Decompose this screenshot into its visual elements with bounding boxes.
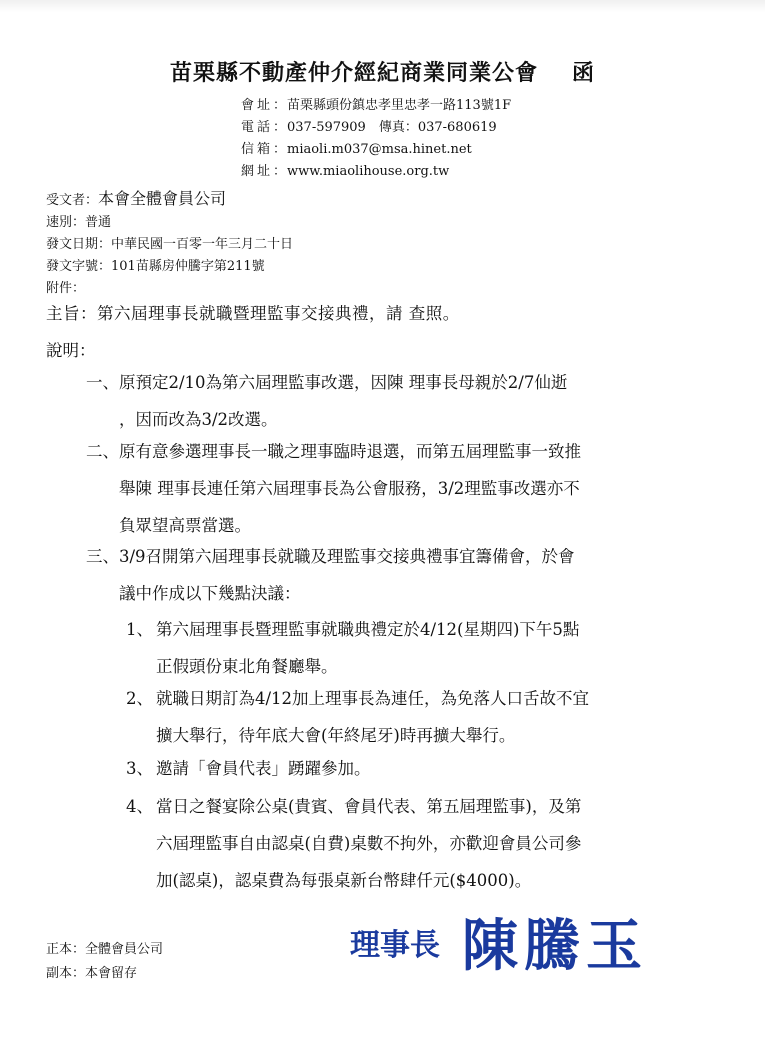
subitem-number: 4、 — [126, 797, 153, 816]
issue-date: 發文日期：中華民國一百零一年三月二十日 — [46, 237, 294, 252]
item-number: 二、 — [86, 442, 119, 461]
subitem-number: 1、 — [126, 620, 153, 639]
speed: 速別：普通 — [46, 215, 112, 230]
signature-title: 理事長 — [350, 928, 440, 963]
subitem-line: 當日之餐宴除公桌(貴賓、會員代表、第五屆理監事)，及第 — [156, 797, 582, 816]
item-line: 原有意參選理事長一職之理事臨時退選，而第五屆理監事一致推 — [119, 442, 581, 461]
contact-website: 網址：www.miaolihouse.org.tw — [241, 164, 450, 179]
subitem-line: 擴大舉行，待年底大會(年終尾牙)時再擴大舉行。 — [156, 726, 516, 745]
signature-name: 陳騰玉 — [462, 913, 648, 979]
scan-edge — [0, 0, 765, 12]
contact-address: 會址：苗栗縣頭份鎮忠孝里忠孝一路113號1F — [241, 98, 512, 113]
letterhead-title — [0, 56, 765, 87]
cc-copy: 副本：本會留存 — [46, 966, 138, 981]
subitem-line: 六屆理監事自由認桌(自費)桌數不拘外，亦歡迎會員公司參 — [156, 834, 582, 853]
distribution-block — [46, 938, 163, 986]
subitem-number: 3、 — [126, 759, 153, 778]
subitem-line: 正假頭份東北角餐廳舉。 — [156, 657, 338, 676]
item-number: 三、 — [86, 547, 119, 566]
cc-primary: 正本：全體會員公司 — [46, 942, 164, 957]
item-line: 舉陳 理事長連任第六屆理事長為公會服務，3/2理監事改選亦不 — [119, 479, 580, 498]
contact-block — [241, 95, 511, 183]
subitem-number: 2、 — [126, 689, 153, 708]
subitem-line: 邀請「會員代表」踴躍參加。 — [156, 759, 371, 778]
item-line: 原預定2/10為第六屆理監事改選，因陳 理事長母親於2/7仙逝 — [119, 373, 568, 392]
item-line: ，因而改為3/2改選。 — [119, 410, 278, 429]
doc-type: 函 — [572, 60, 596, 86]
item-line: 議中作成以下幾點決議： — [119, 584, 301, 603]
contact-email: 信箱：miaoli.m037@msa.hinet.net — [241, 142, 472, 157]
doc-number: 發文字號：101苗縣房仲騰字第211號 — [46, 259, 265, 274]
subitem-line: 加(認桌)，認桌費為每張桌新台幣肆仟元($4000)。 — [156, 871, 532, 890]
org-name: 苗栗縣不動產仲介經紀商業同業公會 — [169, 60, 538, 86]
explanation-label: 說明： — [46, 341, 96, 360]
meta-block — [46, 188, 293, 300]
recipient: 受文者：本會全體會員公司 — [46, 189, 227, 208]
signature-stamp — [350, 905, 690, 980]
item-number: 一、 — [86, 373, 119, 392]
contact-phone: 電話：037-597909 傳真：037-680619 — [241, 120, 497, 135]
subitem-line: 就職日期訂為4/12加上理事長為連任，為免落人口舌故不宜 — [156, 689, 590, 708]
subitem-line: 第六屆理事長暨理監事就職典禮定於4/12(星期四)下午5點 — [156, 620, 580, 639]
item-line: 負眾望高票當選。 — [119, 516, 251, 535]
subject: 主旨：第六屆理事長就職暨理監事交接典禮，請 查照。 — [46, 304, 460, 323]
item-line: 3/9召開第六屆理事長就職及理監事交接典禮事宜籌備會，於會 — [119, 547, 575, 566]
attachment: 附件： — [46, 281, 86, 296]
